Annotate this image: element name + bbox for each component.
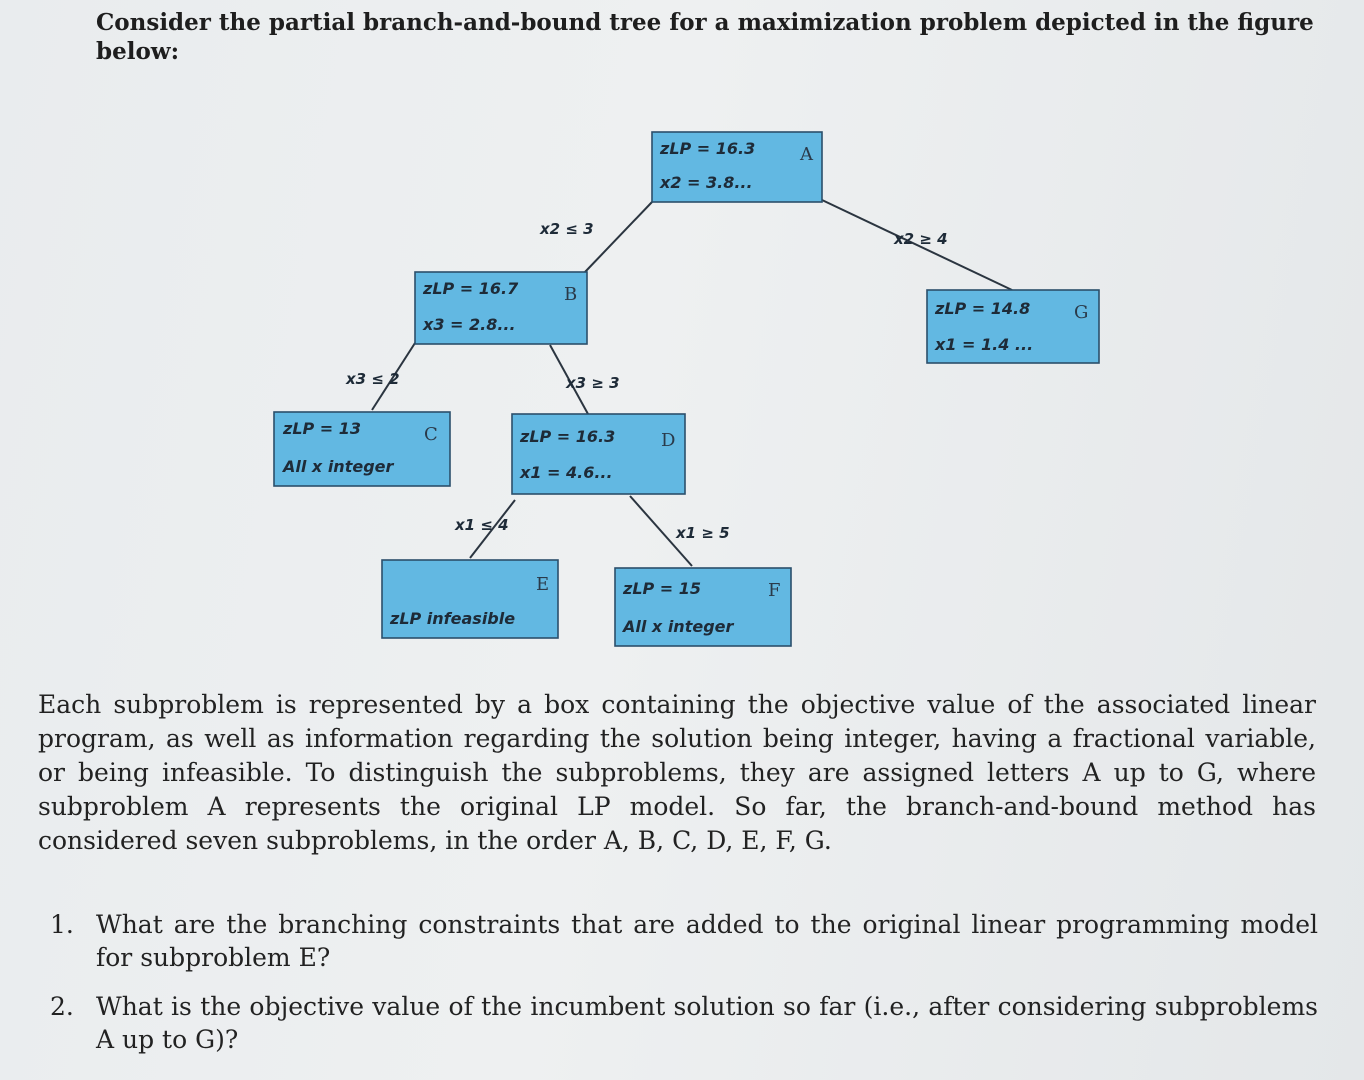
node-c-objective: zLP = 13: [283, 419, 362, 438]
edge-b-d: [550, 345, 620, 414]
node-e-letter: E: [536, 574, 550, 595]
node-b-objective: zLP = 16.7: [423, 279, 519, 298]
question-number: 2.: [50, 992, 74, 1021]
node-c: [274, 412, 450, 486]
node-g: [927, 290, 1099, 363]
node-d-letter: D: [661, 430, 676, 451]
node-f-solution: All x integer: [623, 617, 734, 636]
node-a-letter: A: [800, 144, 813, 165]
question-text: What is the objective value of the incumbent solution so far (i.e., after considering subproblems A up to G)?: [96, 992, 1318, 1054]
node-f-letter: F: [768, 580, 781, 601]
question-text: What are the branching constraints that are added to the original linear programming model for subproblem E?: [96, 910, 1318, 972]
node-a-solution: x2 = 3.8...: [660, 173, 753, 192]
node-b-letter: B: [564, 284, 578, 305]
edge-label-b-c: x3 ≤ 2: [346, 370, 400, 388]
question-number: 1.: [50, 910, 74, 939]
edge-d-e: [454, 500, 515, 558]
node-g-letter: G: [1074, 302, 1089, 323]
node-c-letter: C: [424, 424, 438, 445]
node-g-objective: zLP = 14.8: [935, 299, 1031, 318]
node-d-objective: zLP = 16.3: [520, 427, 616, 446]
node-g-solution: x1 = 1.4 ...: [935, 335, 1034, 354]
node-f-objective: zLP = 15: [623, 579, 702, 598]
question-list: [50, 908, 1318, 1072]
node-d-solution: x1 = 4.6...: [520, 463, 613, 482]
node-b: [415, 272, 587, 344]
edge-b-c: [345, 343, 415, 410]
edge-a-g: [822, 200, 1012, 290]
node-d: [512, 414, 685, 494]
node-a: [652, 132, 822, 202]
question-item: [50, 990, 1318, 1056]
intro-text: Consider the partial branch-and-bound tree for a maximization problem depicted in the figure below:: [96, 9, 1314, 65]
edge-a-b: [539, 202, 652, 272]
node-b-solution: x3 = 2.8...: [423, 315, 516, 334]
question-item: [50, 908, 1318, 974]
edge-label-a-g: x2 ≥ 4: [894, 230, 948, 248]
edge-label-a-b: x2 ≤ 3: [540, 220, 594, 238]
edge-label-b-d: x3 ≥ 3: [566, 374, 620, 392]
node-a-objective: zLP = 16.3: [660, 139, 756, 158]
description-paragraph: Each subproblem is represented by a box containing the objective value of the associated linear program, as well as information regarding the solution being integer, having a fractional variable, or being infeasible. To distinguish the subproblems, they are assigned letters A up to G, where subproblem A represents the original LP model. So far, the branch-and-bound method has considered seven subproblems, in the order A, B, C, D, E, F, G.: [38, 690, 1316, 855]
edge-label-d-e: x1 ≤ 4: [455, 516, 509, 534]
edge-d-f: [630, 496, 730, 566]
edge-label-d-f: x1 ≥ 5: [676, 524, 730, 542]
node-c-solution: All x integer: [283, 457, 394, 476]
node-f: [615, 568, 791, 646]
node-e-solution: zLP infeasible: [390, 609, 516, 628]
node-e: [382, 560, 558, 638]
